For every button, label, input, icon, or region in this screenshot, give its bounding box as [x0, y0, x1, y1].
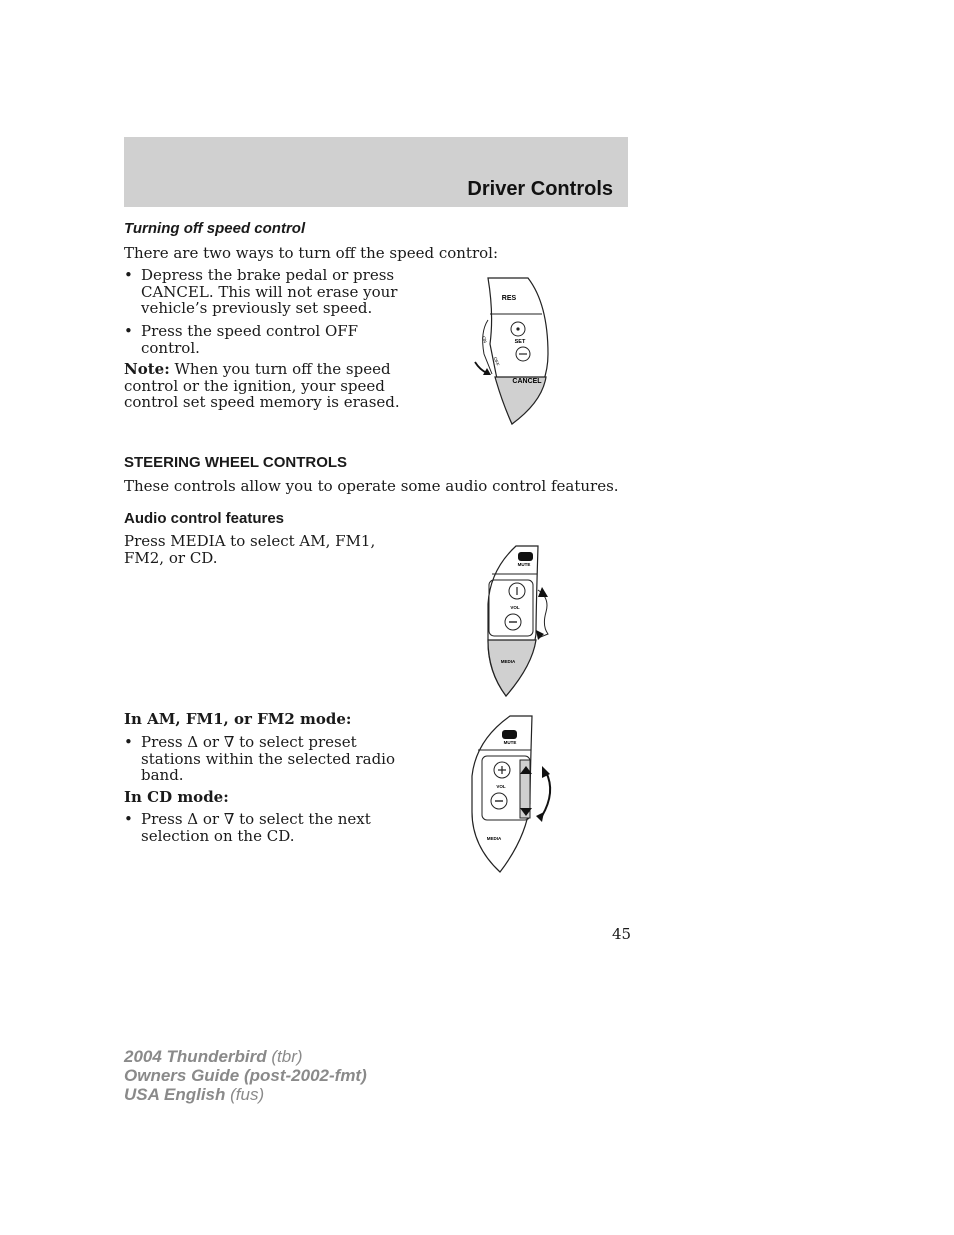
mute-label: MUTE	[503, 740, 517, 745]
footer-model-code: (tbr)	[266, 1047, 303, 1066]
audio-controls-media-figure	[480, 542, 560, 700]
speed-control-intro: There are two ways to turn off the speed control:	[124, 244, 499, 262]
list-item	[124, 734, 404, 786]
document-footer	[124, 1047, 367, 1104]
media-label: MEDIA	[486, 836, 502, 841]
seek-motion-arrow-icon	[542, 772, 550, 816]
bullet-mark: •	[124, 266, 133, 284]
mute-phone-icon	[502, 730, 517, 739]
page-title: Driver Controls	[467, 178, 613, 200]
section-heading-audio-control-features: Audio control features	[124, 510, 285, 527]
audio-features-text: Press MEDIA to select AM, FM1, FM2, or CD.	[124, 532, 376, 567]
footer-model: 2004 Thunderbird	[124, 1047, 267, 1066]
media-label: MEDIA	[500, 659, 516, 664]
footer-language-code: (fus)	[225, 1085, 265, 1104]
header-band	[124, 137, 628, 207]
list-item	[124, 323, 404, 359]
cancel-label: CANCEL	[512, 378, 542, 385]
section-heading-turning-off-speed-control: Turning off speed control	[124, 220, 306, 237]
note-text: When you turn off the speed control or the ignition, your speed control set speed memory is erased.	[124, 360, 400, 411]
bullet-mark: •	[124, 322, 133, 340]
mute-label: MUTE	[517, 562, 531, 567]
list-item-text: Press Δ or ∇ to select the next selection on the CD.	[141, 810, 371, 845]
down-arrow-icon	[536, 630, 544, 640]
footer-language: USA English	[124, 1085, 226, 1104]
list-item-text: Press Δ or ∇ to select preset stations within the selected radio band.	[141, 733, 396, 784]
media-button-shape	[488, 640, 536, 696]
audio-controls-seek-figure	[462, 712, 562, 877]
footer-line-1	[124, 1047, 367, 1066]
off-label: OFF	[492, 356, 501, 367]
up-arrow-icon	[538, 587, 548, 597]
list-item	[124, 811, 404, 847]
cd-mode-heading: In CD mode:	[124, 788, 229, 806]
list-item-text: Depress the brake pedal or press CANCEL. This will not erase your vehicle’s previously set speed.	[141, 266, 398, 317]
bullet-mark: •	[124, 733, 133, 751]
mute-phone-icon	[518, 552, 533, 561]
note-label: Note:	[124, 360, 170, 378]
steering-wheel-intro: These controls allow you to operate some audio control features.	[124, 477, 619, 495]
footer-guide-type: Owners Guide (post-2002-fmt)	[124, 1066, 367, 1085]
list-item	[124, 267, 404, 319]
note-paragraph	[124, 361, 414, 411]
page-number: 45	[612, 925, 632, 943]
footer-line-2	[124, 1066, 367, 1085]
section-heading-steering-wheel-controls: STEERING WHEEL CONTROLS	[124, 454, 348, 471]
list-item-text: Press the speed control OFF control.	[141, 322, 359, 357]
set-label: SET	[514, 339, 526, 345]
res-label: RES	[501, 295, 517, 302]
vol-label: VOL	[510, 605, 520, 610]
bullet-mark: •	[124, 810, 133, 828]
footer-line-3	[124, 1085, 367, 1104]
vol-label: VOL	[496, 784, 506, 789]
am-fm-mode-heading: In AM, FM1, or FM2 mode:	[124, 710, 352, 728]
on-label: ON	[480, 335, 488, 344]
speed-control-switch-figure	[470, 274, 560, 429]
